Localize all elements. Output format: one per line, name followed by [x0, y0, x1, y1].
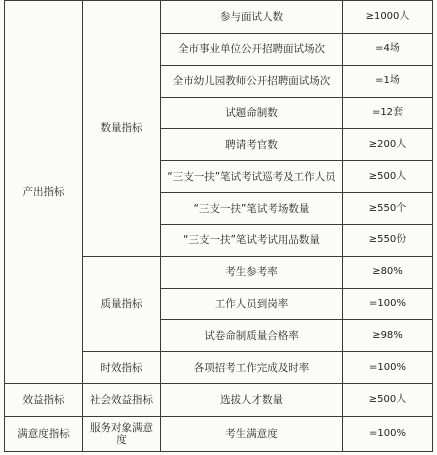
indicator-cell: 考生满意度: [161, 417, 343, 452]
indicator-cell: “三支一扶”笔试考试巡考及工作人员: [161, 161, 343, 193]
indicator-cell: 参与面试人数: [161, 1, 343, 34]
indicator-cell: 各项招考工作完成及时率: [161, 352, 343, 384]
indicator-cell: “三支一扶”笔试考场数量: [161, 193, 343, 225]
level2-timeliness-cell: 时效指标: [83, 352, 161, 384]
level1-satisfaction-cell: 满意度指标: [5, 417, 83, 452]
table-row: [5, 417, 433, 452]
indicator-cell: 聘请考官数: [161, 129, 343, 161]
indicator-cell: 试题命制数: [161, 97, 343, 129]
table-row: [5, 1, 433, 34]
level2-quality-cell: 质量指标: [83, 256, 161, 352]
target-value-cell: =4场: [343, 33, 433, 65]
indicator-cell: “三支一扶”笔试考试用品数量: [161, 224, 343, 256]
target-value-cell: ≥1000人: [343, 1, 433, 34]
indicator-cell: 工作人员到岗率: [161, 288, 343, 320]
indicator-cell: 全市幼儿园教师公开招聘面试场次: [161, 65, 343, 97]
performance-indicator-table: [4, 0, 433, 452]
target-value-cell: =100%: [343, 288, 433, 320]
target-value-cell: =100%: [343, 352, 433, 384]
target-value-cell: ≥550份: [343, 224, 433, 256]
table-row: [5, 384, 433, 417]
target-value-cell: =100%: [343, 417, 433, 452]
level1-output-cell: 产出指标: [5, 1, 83, 384]
indicator-cell: 选拔人才数量: [161, 384, 343, 417]
level2-social-benefit-cell: 社会效益指标: [83, 384, 161, 417]
indicator-cell: 考生参考率: [161, 256, 343, 288]
target-value-cell: ≥200人: [343, 129, 433, 161]
indicator-cell: 全市事业单位公开招聘面试场次: [161, 33, 343, 65]
target-value-cell: =12套: [343, 97, 433, 129]
level1-benefit-cell: 效益指标: [5, 384, 83, 417]
target-value-cell: ≥500人: [343, 161, 433, 193]
level2-service-satisfaction-cell: 服务对象满意度: [83, 417, 161, 452]
indicator-cell: 试卷命制质量合格率: [161, 320, 343, 352]
target-value-cell: ≥98%: [343, 320, 433, 352]
target-value-cell: ≥80%: [343, 256, 433, 288]
level2-quantity-cell: 数量指标: [83, 1, 161, 257]
target-value-cell: ≥500人: [343, 384, 433, 417]
target-value-cell: ≥550个: [343, 193, 433, 225]
target-value-cell: =1场: [343, 65, 433, 97]
